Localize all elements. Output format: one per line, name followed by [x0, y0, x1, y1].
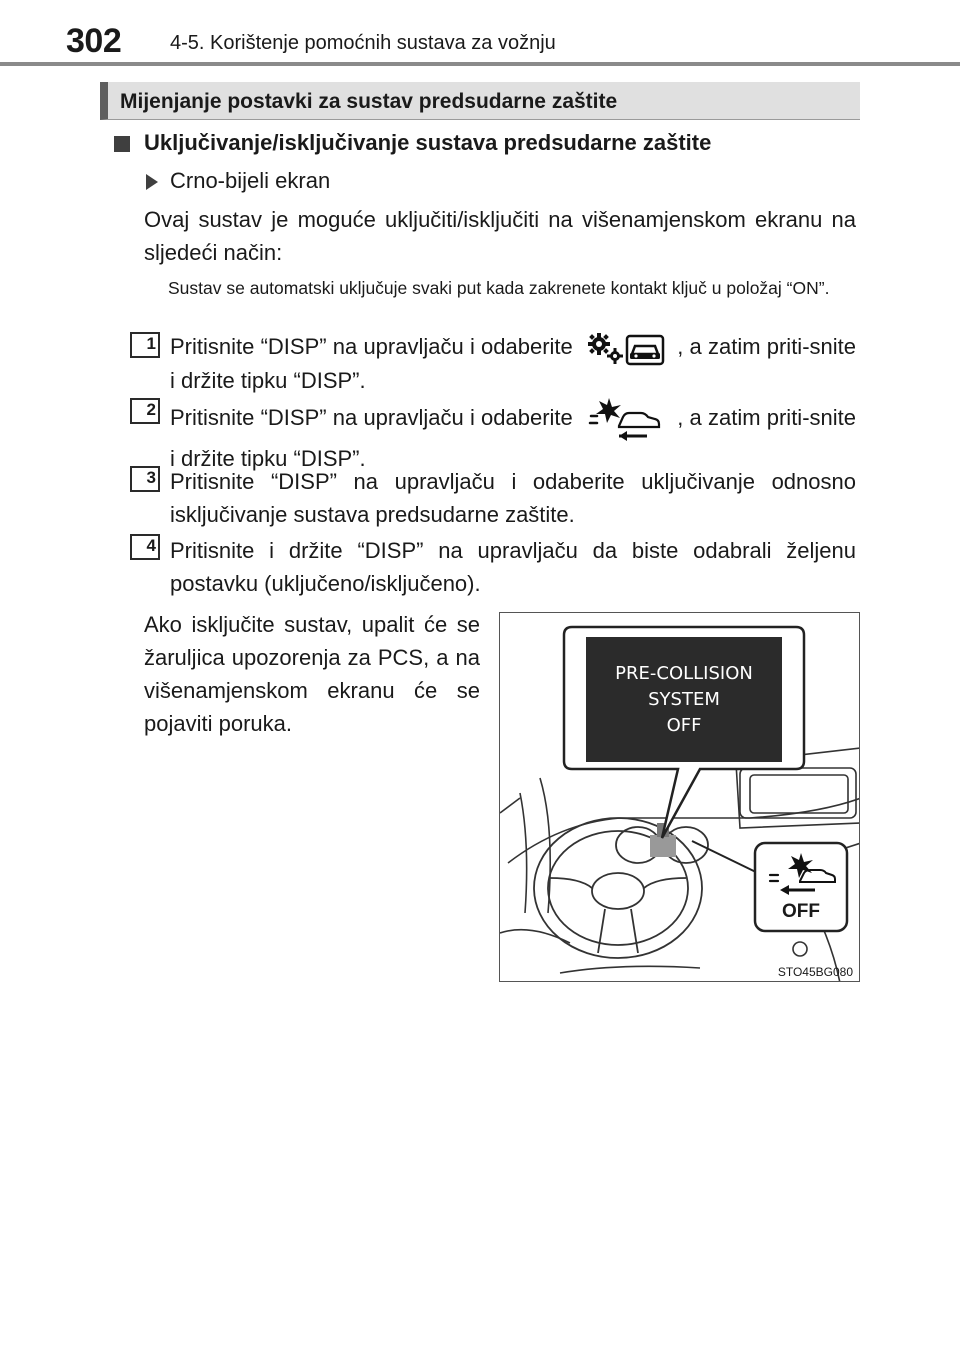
intro-paragraph: Ovaj sustav je moguće uključiti/isključiti na višenamjenskom ekranu na sljedeći način: [144, 207, 856, 265]
pre-collision-icon [585, 396, 665, 442]
step-number: 1 [146, 334, 156, 353]
step-number: 4 [146, 536, 156, 555]
warning-paragraph: Ako isključite sustav, upalit će se žaruljica upozorenja za PCS, a na višenamjenskom ekranu će se pojaviti poruka. [144, 612, 480, 736]
display-line: SYSTEM [648, 689, 720, 710]
page-header [0, 0, 960, 70]
display-line: OFF [666, 715, 702, 736]
step-number: 2 [146, 400, 156, 419]
step-3-text: Pritisnite “DISP” na upravljaču i odaberite uključivanje odnosno isključivanje sustava predsudarne zaštite. [170, 469, 856, 527]
page-number: 302 [66, 22, 122, 60]
header-rule [0, 62, 960, 66]
figure-code: STO45BG080 [777, 965, 853, 979]
subsection-title: Uključivanje/isključivanje sustava predsudarne zaštite [144, 130, 712, 155]
step-text-before: Pritisnite “DISP” na upravljaču i odaberite [170, 404, 573, 430]
multi-information-display [586, 661, 782, 739]
square-bullet-icon [114, 136, 130, 152]
step-2-text [170, 396, 856, 475]
dashboard-illustration [499, 612, 860, 982]
chapter-title: 4-5. Korištenje pomoćnih sustava za vožnju [170, 32, 556, 54]
step-text-after: , a zatim priti-snite i držite tipku “DISP”. [170, 334, 856, 394]
step-text-after: , a zatim priti-snite i držite tipku “DISP”. [170, 404, 856, 471]
display-mode-label: Crno-bijeli ekran [170, 168, 331, 193]
triangle-bullet-icon [146, 174, 158, 190]
pcs-off-indicator-label: OFF [782, 901, 820, 922]
section-title: Mijenjanje postavki za sustav predsudarne zaštite [120, 90, 618, 113]
step-number: 3 [146, 468, 156, 487]
display-line: PRE-COLLISION [615, 663, 753, 684]
step-text-before: Pritisnite “DISP” na upravljaču i odaberite [170, 334, 573, 359]
settings-car-icon [585, 332, 665, 364]
step-4-text: Pritisnite i držite “DISP” na upravljaču da biste odabrali željenu postavku (uključeno/isključeno). [170, 538, 856, 596]
note-paragraph: Sustav se automatski uključuje svaki put kada zakrenete kontakt ključ u položaj “ON”. [168, 278, 830, 298]
section-title-bar [100, 82, 860, 120]
step-1-text [170, 330, 856, 397]
